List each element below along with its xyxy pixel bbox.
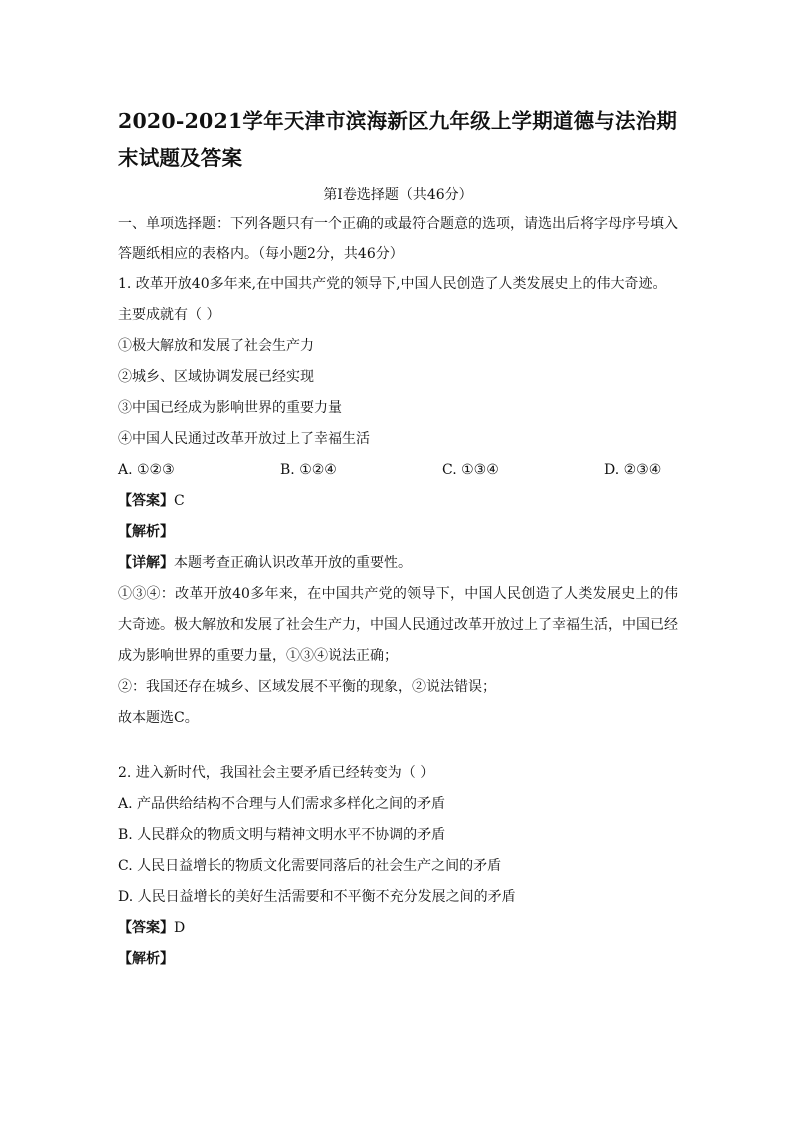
question-1-options <box>118 455 678 486</box>
analysis-label: 【解析】 <box>118 951 174 967</box>
question-2-option-c: C. 人民日益增长的物质文化需要同落后的社会生产之间的矛盾 <box>118 858 502 874</box>
answer-value: C <box>174 493 185 509</box>
document-title <box>118 103 678 177</box>
question-1-detail <box>118 548 678 579</box>
question-1 <box>118 269 678 734</box>
answer-value: D <box>174 920 186 936</box>
question-2-stem: 2. 进入新时代，我国社会主要矛盾已经转变为（ ） <box>118 765 435 781</box>
question-2-analysis <box>118 944 678 975</box>
question-2-option-b: B. 人民群众的物质文明与精神文明水平不协调的矛盾 <box>118 827 446 843</box>
question-2-answer <box>118 913 678 944</box>
title-line-1: 2020-2021学年天津市滨海新区九年级上学期道德与法治期 <box>118 109 678 133</box>
question-2-option-a: A. 产品供给结构不合理与人们需求多样化之间的矛盾 <box>118 796 446 812</box>
answer-label: 【答案】 <box>118 493 174 509</box>
question-1-option-d: D. ②③④ <box>604 462 662 478</box>
question-spacer <box>118 734 678 758</box>
answer-label: 【答案】 <box>118 920 174 936</box>
question-1-answer <box>118 486 678 517</box>
question-1-option-b: B. ①②④ <box>280 462 337 478</box>
question-1-stem-line-1: 1. 改革开放40多年来,在中国共产党的领导下,中国人民创造了人类发展史上的伟大奇迹。 <box>118 276 667 292</box>
question-1-item: ③中国已经成为影响世界的重要力量 <box>118 400 342 416</box>
part-title: 第Ⅰ卷选择题（共46分） <box>323 187 473 203</box>
question-1-explanation-2: ②：我国还存在城乡、区域发展不平衡的现象，②说法错误； <box>118 679 496 695</box>
question-1-item: ④中国人民通过改革开放过上了幸福生活 <box>118 431 370 447</box>
title-line-2: 末试题及答案 <box>118 146 243 170</box>
detail-text: 本题考查正确认识改革开放的重要性。 <box>174 555 412 571</box>
question-1-analysis <box>118 517 678 548</box>
question-1-option-a: A. ①②③ <box>118 462 175 478</box>
question-1-explanation-1: ①③④：改革开放40多年来，在中国共产党的领导下，中国人民创造了人类发展史上的伟大奇迹。极大解放和发展了社会生产力，中国人民通过改革开放过上了幸福生活，中国已经成为影响世界的重要力量，①③④说法正确； <box>118 586 678 664</box>
question-2-option-d: D. 人民日益增长的美好生活需要和不平衡不充分发展之间的矛盾 <box>118 889 516 905</box>
question-1-item: ②城乡、区域协调发展已经实现 <box>118 369 314 385</box>
detail-label: 【详解】 <box>118 555 174 571</box>
question-1-item: ①极大解放和发展了社会生产力 <box>118 338 314 354</box>
question-2 <box>118 758 678 975</box>
question-1-option-c: C. ①③④ <box>442 462 499 478</box>
question-1-stem-line-2: 主要成就有（ ） <box>118 307 221 323</box>
analysis-label: 【解析】 <box>118 524 174 540</box>
question-1-conclusion: 故本题选C。 <box>118 710 199 726</box>
document-content <box>118 103 678 975</box>
section-instructions: 一、单项选择题：下列各题只有一个正确的或最符合题意的选项，请选出后将字母序号填入答题纸相应的表格内。（每小题2分，共46分） <box>118 216 678 262</box>
